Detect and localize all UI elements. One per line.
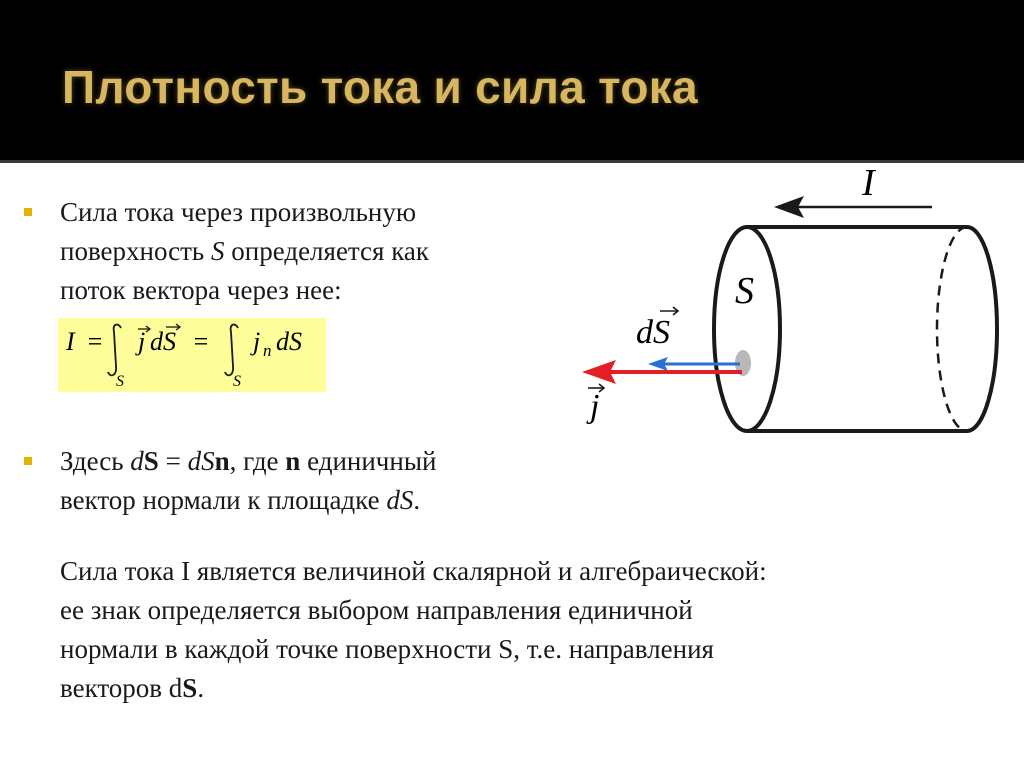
text-run: Здесь — [60, 446, 131, 476]
text-run: d — [130, 446, 144, 476]
slide-title: Плотность тока и сила тока — [62, 61, 698, 113]
formula-subscript-n: n — [263, 341, 272, 360]
surface-label: S — [735, 270, 754, 312]
current-integral-formula — [58, 318, 326, 392]
formula-ds-vector: dS — [150, 327, 176, 356]
text-run: S — [182, 673, 198, 703]
text-run: . — [413, 485, 421, 515]
integral-sign — [108, 325, 121, 376]
formula-i: I — [66, 327, 75, 356]
note-line-1 — [60, 552, 767, 591]
text-run: вектор нормали к площадке — [60, 485, 387, 515]
bullet-2-text — [60, 442, 436, 520]
formula-j-vector: j — [138, 327, 146, 356]
formula-equals: = — [86, 327, 104, 356]
text-run: нормали в каждой точке поверхности — [60, 634, 499, 664]
text-run: I — [181, 556, 191, 586]
integral-sign — [225, 325, 238, 376]
formula-highlight — [58, 318, 326, 392]
text-run: S — [143, 446, 159, 476]
bullet-2-line-2 — [60, 481, 436, 520]
bullet-2-line-1 — [60, 442, 436, 481]
text-run: , где — [229, 446, 286, 476]
formula-j-n: j — [253, 327, 261, 356]
text-run: поверхность — [60, 236, 211, 266]
note-line-3 — [60, 630, 767, 669]
text-run: d — [168, 673, 183, 703]
text-run: dS — [187, 446, 215, 476]
bullet-1-line-1: Сила тока через произвольную — [60, 197, 417, 227]
integral-limit: S — [116, 373, 124, 390]
variable-s: S — [211, 236, 225, 266]
integral-limit: S — [233, 373, 241, 390]
formula-equals: = — [192, 327, 210, 356]
text-run: является величиной скалярной и алгебраической: — [190, 556, 767, 586]
text-run: единичный — [300, 446, 437, 476]
ds-vector-label: dS — [636, 314, 670, 351]
bullet-1-line-3: поток вектора через нее: — [60, 275, 342, 305]
text-run: = — [158, 446, 188, 476]
cylinder-back-hidden — [937, 227, 967, 431]
cylinder-diagram — [560, 165, 1020, 450]
text-run: n — [214, 446, 230, 476]
text-run: . — [197, 673, 205, 703]
text-run: Сила тока — [60, 556, 182, 586]
text-run: n — [285, 446, 301, 476]
bullet-1-text — [60, 193, 429, 310]
current-label: I — [862, 165, 875, 204]
bullet-marker — [24, 457, 32, 465]
cylinder-front-face — [714, 227, 780, 431]
title-divider — [0, 160, 1024, 163]
j-vector-label: j — [590, 388, 600, 425]
text-run: определяется как — [224, 236, 430, 266]
cylinder-back-visible — [967, 227, 997, 431]
note-line-2: ее знак определяется выбором направления единичной — [60, 595, 693, 625]
text-run: dS — [386, 485, 414, 515]
formula-ds: dS — [276, 327, 302, 356]
text-run: , т.е. направления — [513, 634, 714, 664]
note-line-4 — [60, 669, 767, 708]
text-run: векторов — [60, 673, 169, 703]
note-paragraph — [60, 552, 767, 708]
bullet-marker — [24, 208, 32, 216]
text-run: S — [498, 634, 514, 664]
bullet-1-line-2 — [60, 232, 429, 271]
